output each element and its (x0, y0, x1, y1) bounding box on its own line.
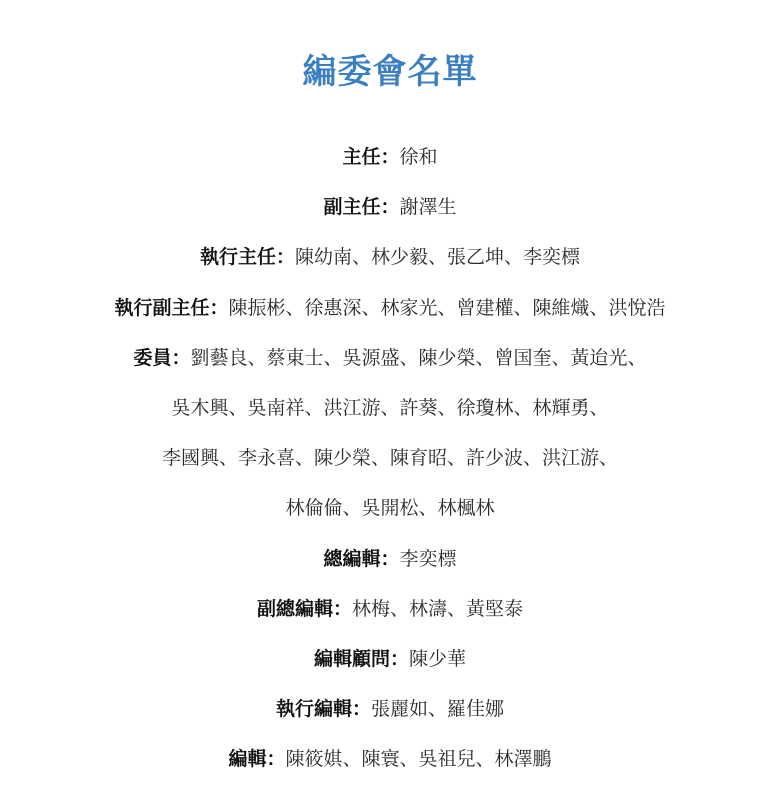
member-names: 劉藝良、蔡東士、吳源盛、陳少榮、曾国奎、黃迨光、 (190, 346, 647, 369)
member-names: 李奕標 (399, 547, 457, 570)
member-names: 徐和 (399, 146, 438, 168)
role-row-editors (0, 734, 780, 784)
role-row-deputy-director (0, 182, 780, 232)
member-names: 李國興、李永喜、陳少榮、陳育昭、許少波、洪江游、 (161, 447, 618, 470)
member-names: 陳幼南、林少毅、張乙坤、李奕標 (295, 246, 581, 269)
role-row-executive-editor (0, 684, 780, 734)
member-names: 林倫倫、吳開松、林楓林 (285, 497, 495, 520)
role-row-executive-deputy-director (0, 283, 780, 333)
role-row-executive-director (0, 232, 780, 282)
role-row-members-continued (0, 483, 780, 533)
role-label: 執行主任： (199, 246, 295, 269)
role-row-editor-in-chief (0, 534, 780, 584)
role-row-deputy-editor-in-chief (0, 584, 780, 634)
role-label: 委員： (133, 346, 191, 369)
role-row-members-continued (0, 383, 780, 433)
role-row-members-continued (0, 433, 780, 483)
page-title: 編委會名單 (302, 52, 478, 92)
member-names: 謝澤生 (399, 196, 457, 219)
role-label: 執行副主任： (114, 296, 229, 319)
role-label: 編輯： (228, 748, 286, 771)
member-names: 吳木興、吳南祥、洪江游、許葵、徐瓊林、林輝勇、 (171, 396, 609, 419)
role-label: 編輯顧問： (313, 647, 409, 670)
member-names: 陳振彬、徐惠深、林家光、曾建權、陳維熾、洪悅浩 (228, 296, 666, 319)
member-list (0, 132, 780, 784)
role-label: 總編輯： (323, 547, 400, 570)
role-label: 副總編輯： (256, 597, 352, 620)
member-names: 張麗如、羅佳娜 (371, 698, 505, 721)
role-label: 主任： (342, 146, 400, 168)
role-label: 副主任： (323, 196, 400, 219)
role-row-editorial-advisor (0, 634, 780, 684)
member-names: 林梅、林濤、黃堅泰 (352, 597, 524, 620)
role-row-members (0, 333, 780, 383)
role-row-director (0, 132, 780, 182)
role-label: 執行編輯： (275, 698, 371, 721)
member-names: 陳筱娸、陳寰、吳祖兒、林澤鵬 (285, 748, 552, 771)
member-names: 陳少華 (409, 647, 467, 670)
